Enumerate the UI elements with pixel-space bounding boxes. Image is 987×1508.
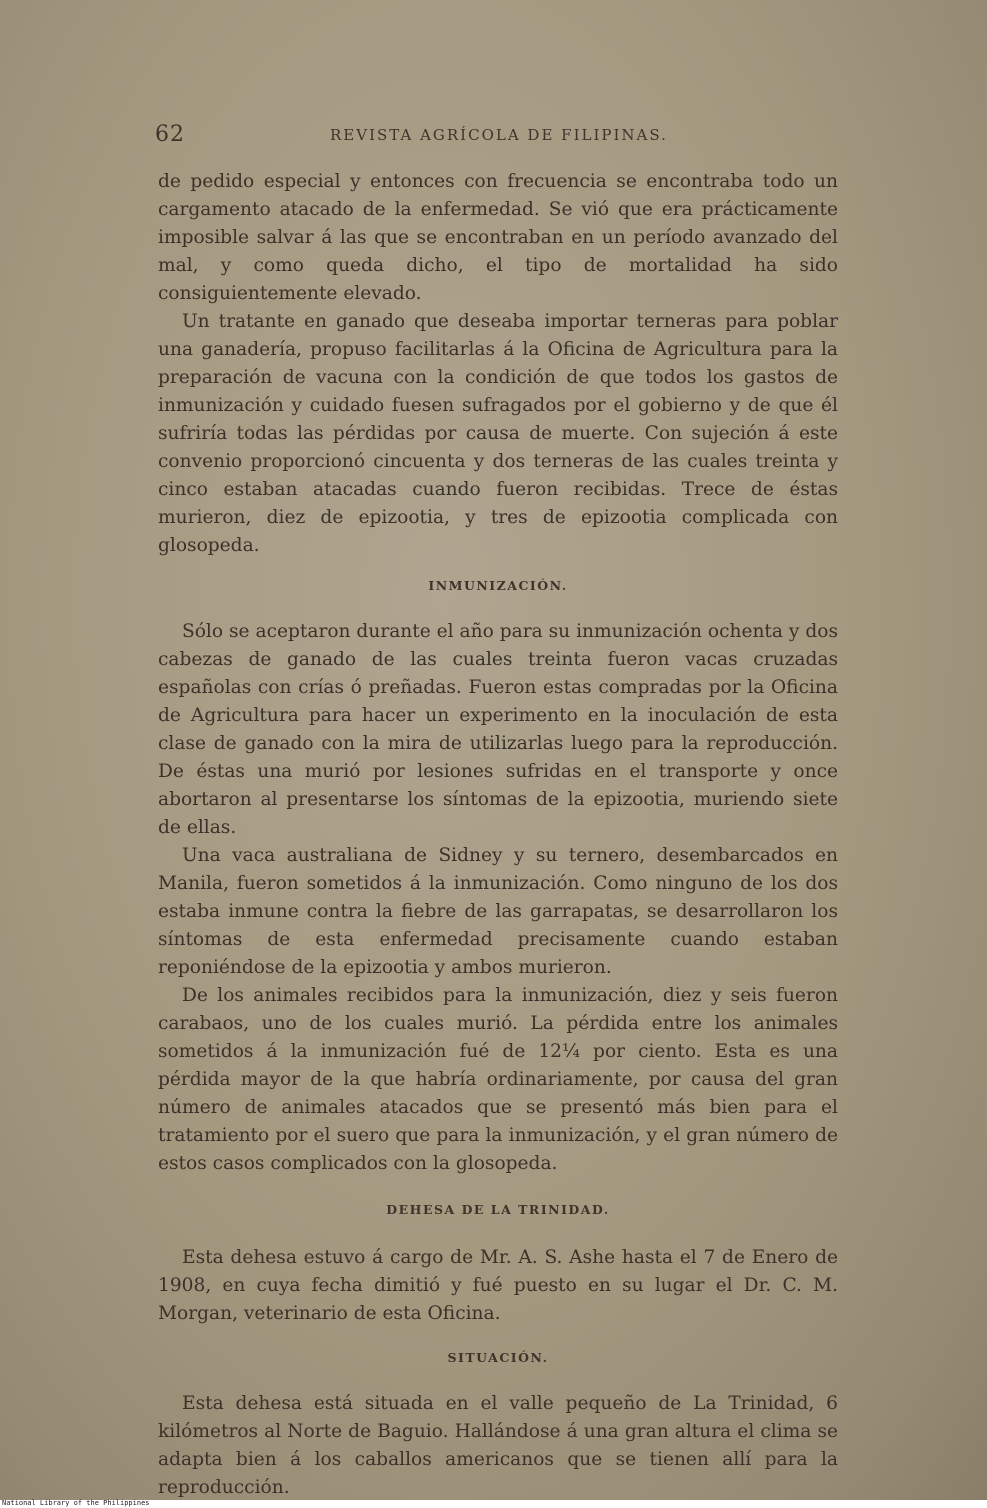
page-number: 62 [155,122,185,147]
paragraph-carabaos: De los animales recibidos para la inmunización, diez y seis fueron carabaos, uno de los cuales murió. La pérdida entre los animales sometidos á la inmunización fué de 12¼ por ciento. Esta es una pérdida mayor de la que habría ordinariamente, por causa del gran número de animales atacados que se presentó más bien para el tratamiento por el suero que para la inmunización, y el gran número de estos casos complicados con la glosopeda. [158,985,838,1174]
section-heading-inmunizacion: INMUNIZACIÓN. [428,578,568,593]
paragraph-situation: Esta dehesa está situada en el valle pequeño de La Trinidad, 6 kilómetros al Norte de Baguio. Hallándose á una gran altura el clima se adapta bien á los caballos americanos que se tienen allí para la reproducción. [158,1393,838,1498]
paragraph-dealer: Un tratante en ganado que deseaba importar terneras para poblar una ganadería, propuso facilitarlas á la Oficina de Agricultura para la preparación de vacuna con la condición de que todos los gastos de inmunización y cuidado fuesen sufragados por el gobierno y de que él sufriría todas las pérdidas por causa de muerte. Con sujeción á este convenio proporcionó cincuenta y dos terneras de las cuales treinta y cinco estaban atacadas cuando fueron recibidas. Trece de éstas murieron, diez de epizootia, y tres de epizootia complicada con glosopeda. [158,311,838,556]
page-body [158,168,838,1500]
paragraph-australian-cow: Una vaca australiana de Sidney y su ternero, desembarcados en Manila, fueron sometidos á la inmunización. Como ninguno de los dos estaba inmune contra la fiebre de las garrapatas, se desarrollaron los síntomas de esta enfermedad precisamente cuando estaban reponiéndose de la epizootia y ambos murieron. [158,845,838,978]
running-title: REVISTA AGRÍCOLA DE FILIPINAS. [330,126,668,144]
section-heading-situacion: SITUACIÓN. [447,1350,549,1365]
section-heading-dehesa: DEHESA DE LA TRINIDAD. [386,1202,610,1217]
page-header [155,122,835,158]
paragraph-continued: de pedido especial y entonces con frecuencia se encontraba todo un cargamento atacado de la enfermedad. Se vió que era prácticamente imposible salvar á las que se encontraban en un período avanzado del mal, y como queda dicho, el tipo de mortalidad ha sido consiguientemente elevado. [158,171,838,304]
paragraph-dehesa-management: Esta dehesa estuvo á cargo de Mr. A. S. Ashe hasta el 7 de Enero de 1908, en cuya fecha dimitió y fué puesto en su lugar el Dr. C. M. Morgan, veterinario de esta Oficina. [158,1247,838,1324]
library-credit: National Library of the Philippines [2,1499,150,1507]
paragraph-accepted-cattle: Sólo se aceptaron durante el año para su inmunización ochenta y dos cabezas de ganado de las cuales treinta fueron vacas cruzadas españolas con crías ó preñadas. Fueron estas compradas por la Oficina de Agricultura para hacer un experimento en la inoculación de esta clase de ganado con la mira de utilizarlas luego para la reproducción. De éstas una murió por lesiones sufridas en el transporte y once abortaron al presentarse los síntomas de la epizootia, muriendo siete de ellas. [158,621,838,838]
footer-strip [0,1500,987,1508]
